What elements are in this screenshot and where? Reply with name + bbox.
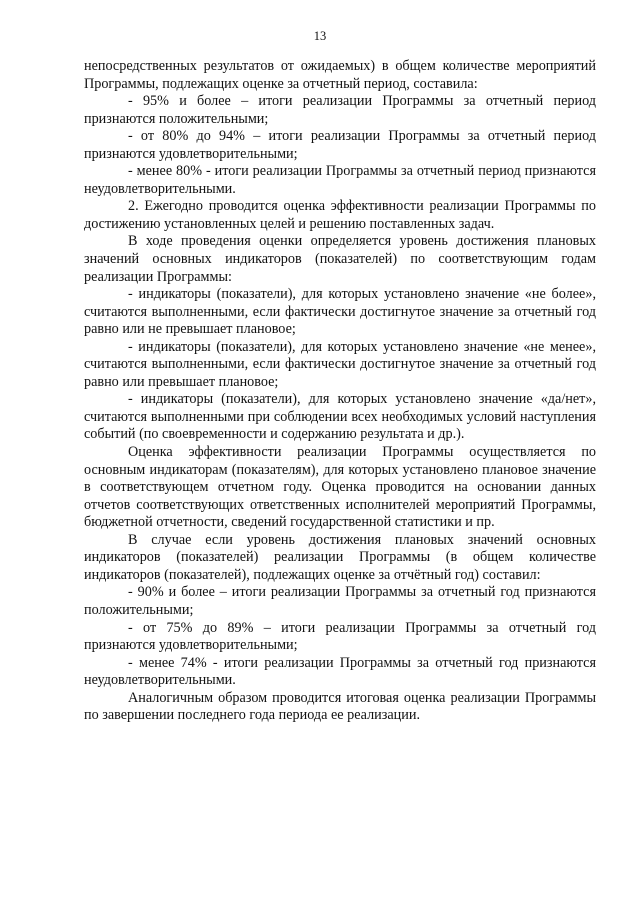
paragraph: - менее 80% - итоги реализации Программы за отчетный период признаются неудовлетворительными. [84,163,596,197]
paragraph: В случае если уровень достижения плановых значений основных индикаторов (показателей) реализации Программы (в общем количестве индикаторов (показателей), подлежащих оценке за отчётный год) составил: [84,531,596,583]
paragraph: - индикаторы (показатели), для которых установлено значение «не менее», считаются выполненными, если фактически достигнутое значение за отчетный год равно или превышает плановое; [84,338,596,390]
paragraph: - 95% и более – итоги реализации Программы за отчетный период признаются положительными; [84,93,596,127]
paragraph: - 90% и более – итоги реализации Программы за отчетный год признаются положительными; [84,584,596,618]
paragraph: Аналогичным образом проводится итоговая оценка реализации Программы по завершении последнего года периода ее реализации. [84,689,596,724]
paragraph: непосредственных результатов от ожидаемых) в общем количестве мероприятий Программы, подлежащих оценке за отчетный период, составила: [84,58,596,92]
paragraph: - менее 74% - итоги реализации Программы за отчетный год признаются неудовлетворительными. [84,654,596,689]
paragraph: - индикаторы (показатели), для которых установлено значение «не более», считаются выполненными, если фактически достигнутое значение за отчетный год равно или не превышает плановое; [84,286,596,338]
paragraph: - от 80% до 94% – итоги реализации Программы за отчетный период признаются удовлетворительными; [84,128,596,162]
document-body [84,58,596,725]
paragraph: 2. Ежегодно проводится оценка эффективности реализации Программы по достижению установленных целей и решению поставленных задач. [84,198,596,232]
paragraph: Оценка эффективности реализации Программы осуществляется по основным индикаторам (показателям), для которых установлено плановое значение в соответствующем отчетном году. Оценка проводится на основании данных отчетов соответствующих ответственных исполнителей мероприятий Программы, бюджетной отчетности, сведений государственной статистики и пр. [84,444,596,531]
paragraph: - от 75% до 89% – итоги реализации Программы за отчетный год признаются удовлетворительными; [84,619,596,654]
page-number: 13 [313,29,327,43]
paragraph: - индикаторы (показатели), для которых установлено значение «да/нет», считаются выполненными при соблюдении всех необходимых условий наступления событий (по своевременности и содержанию результата и др.). [84,391,596,443]
paragraph: В ходе проведения оценки определяется уровень достижения плановых значений основных индикаторов (показателей) по соответствующим годам реализации Программы: [84,233,596,285]
